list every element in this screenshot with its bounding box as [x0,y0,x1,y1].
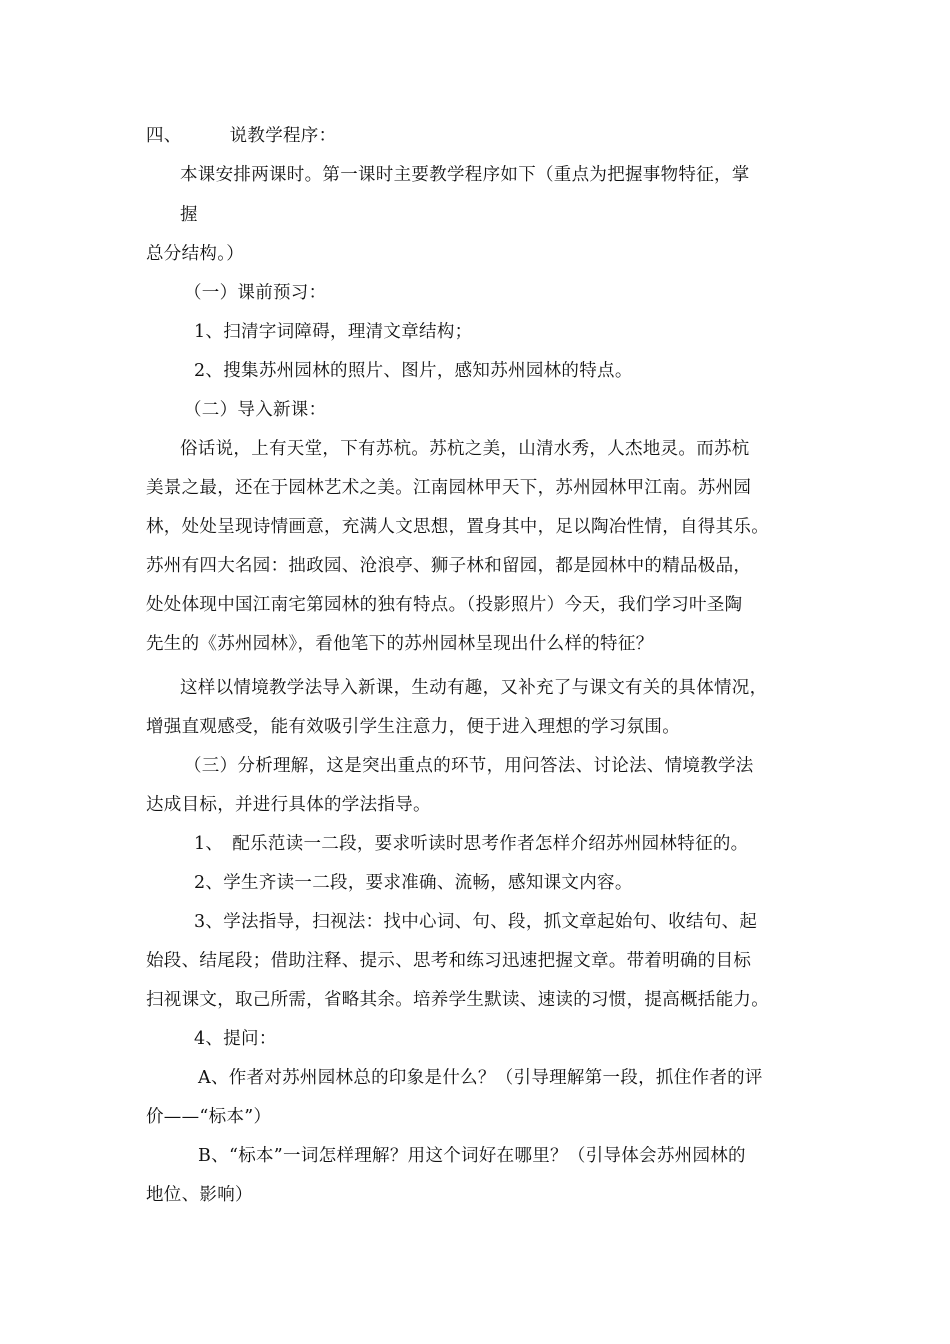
paragraph-line: 扫视课文，取己所需，省略其余。培养学生默读、速读的习惯，提高概括能力。 [146,990,769,1010]
paragraph-line: 俗话说，上有天堂，下有苏杭。苏杭之美，山清水秀，人杰地灵。而苏杭 [180,439,750,459]
paragraph-line: 握 [180,205,198,225]
paragraph-line: 先生的《苏州园林》，看他笔下的苏州园林呈现出什么样的特征？ [146,634,654,654]
question-item: A、作者对苏州园林总的印象是什么？（引导理解第一段，抓住作者的评 [198,1068,763,1088]
paragraph-line: 林，处处呈现诗情画意，充满人文思想，置身其中，足以陶冶性情，自得其乐。 [146,517,769,537]
paragraph-line: 苏州有四大名园：拙政园、沧浪亭、狮子林和留园，都是园林中的精品极品， [146,556,752,576]
subheading: （三）分析理解，这是突出重点的环节，用问答法、讨论法、情境教学法 [184,756,754,776]
question-item: B、“标本”一词怎样理解？用这个词好在哪里？（引导体会苏州园林的 [198,1146,746,1166]
paragraph-line: 增强直观感受，能有效吸引学生注意力，便于进入理想的学习氛围。 [146,717,680,737]
paragraph-line: 始段、结尾段；借助注释、提示、思考和练习迅速把握文章。带着明确的目标 [146,951,752,971]
list-item: 3、学法指导，扫视法：找中心词、句、段，抓文章起始句、收结句、起 [194,912,758,932]
paragraph-line: 达成目标，并进行具体的学法指导。 [146,795,431,815]
paragraph-line: 总分结构。） [146,244,245,264]
paragraph-line: 处处体现中国江南宅第园林的独有特点。（投影照片）今天，我们学习叶圣陶 [146,595,743,615]
subheading: （二）导入新课： [184,400,327,420]
section-number: 四、 [146,126,182,146]
list-item: 1、扫清字词障碍，理清文章结构； [194,322,473,342]
list-item: 2、学生齐读一二段，要求准确、流畅，感知课文内容。 [194,873,633,893]
section-title: 说教学程序： [229,126,337,146]
paragraph-line: 本课安排两课时。第一课时主要教学程序如下（重点为把握事物特征，掌 [180,165,750,185]
paragraph-line: 价——“标本”） [146,1107,272,1127]
list-item: 2、搜集苏州园林的照片、图片，感知苏州园林的特点。 [194,361,633,381]
paragraph-line: 地位、影响） [146,1185,253,1205]
list-item: 1、 配乐范读一二段，要求听读时思考作者怎样介绍苏州园林特征的。 [194,834,749,854]
paragraph-line: 美景之最，还在于园林艺术之美。江南园林甲天下，苏州园林甲江南。苏州园 [146,478,752,498]
section-heading [146,124,336,148]
subheading: （一）课前预习： [184,283,327,303]
list-item: 4、提问： [194,1029,277,1049]
paragraph-line: 这样以情境教学法导入新课，生动有趣，又补充了与课文有关的具体情况， [180,678,768,698]
